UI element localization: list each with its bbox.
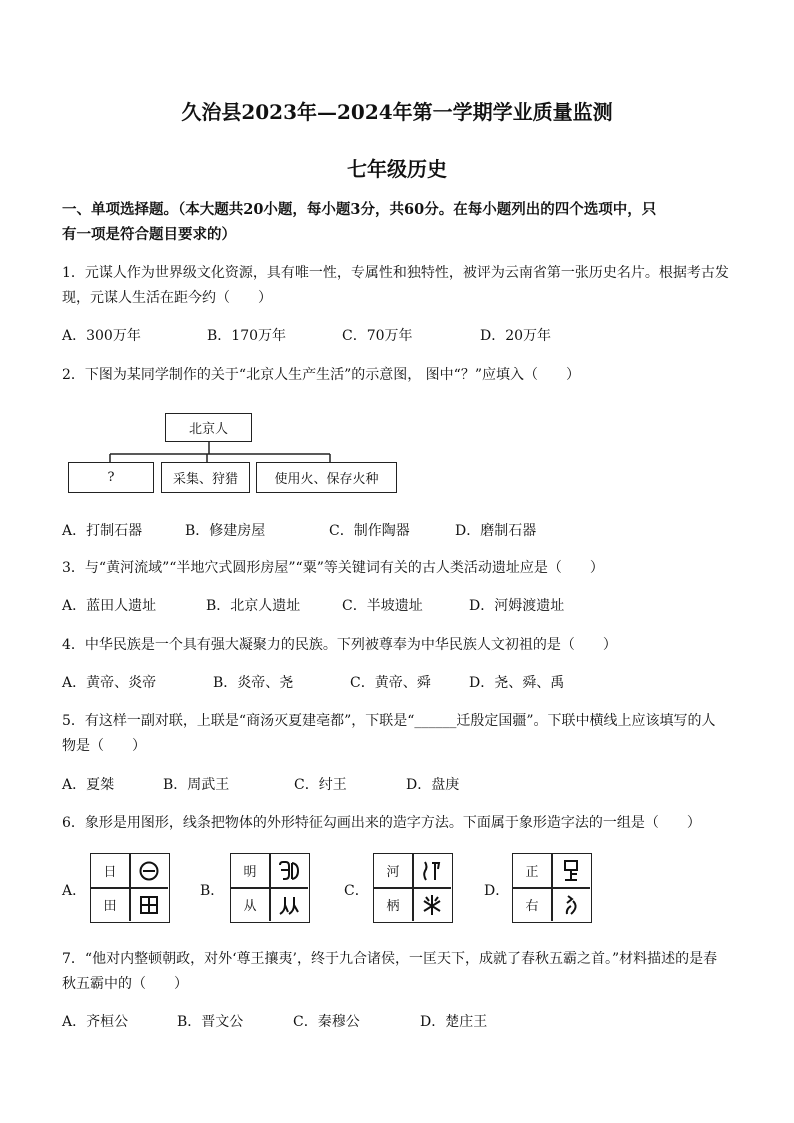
q6-c-ancient-glyph-2 — [413, 888, 451, 921]
q6-b-ancient-glyph-1 — [270, 854, 308, 887]
q6-b-modern-char-1: 明 — [243, 865, 257, 880]
q4-option-a[interactable]: A．黄帝、炎帝 — [62, 675, 157, 691]
q6-a-modern-char-1: 日 — [103, 865, 117, 880]
q6-d-ancient-glyph-2 — [552, 888, 590, 921]
q1-option-c[interactable]: C．70万年 — [342, 328, 413, 344]
diagram-root-node: 北京人 — [165, 413, 252, 442]
q1-option-a[interactable]: A．300万年 — [62, 328, 141, 344]
diagram-node-gathering: 采集、狩猎 — [161, 462, 250, 493]
q5-stem-line1: 5．有这样一副对联，上联是“商汤灭夏建亳都”，下联是“______迁殷定国疆”。下联中横线上应该填写的人 — [62, 713, 716, 729]
q6-option-d-label[interactable]: D． — [484, 883, 510, 899]
exam-title: 久治县2023年—2024年第一学期学业质量监测 — [181, 100, 613, 124]
q6-a-modern-char-2: 田 — [103, 899, 117, 914]
q7-stem-line1: 7．“他对内整顿朝政，对外‘尊王攘夷’，终于九合诸侯，一匡天下，成就了春秋五霸之首。”材料描述的是春 — [62, 951, 718, 967]
section-heading-line2: 有一项是符合题目要求的） — [62, 226, 236, 243]
q7-option-d[interactable]: D．楚庄王 — [420, 1014, 488, 1030]
q2-option-c[interactable]: C．制作陶器 — [329, 523, 410, 539]
q1-option-d[interactable]: D．20万年 — [480, 328, 552, 344]
q1-stem-line2: 现，元谋人生活在距今约（ ） — [62, 290, 272, 306]
q5-option-c[interactable]: C．纣王 — [294, 777, 347, 793]
q4-option-d[interactable]: D．尧、舜、禹 — [469, 675, 565, 691]
q7-option-a[interactable]: A．齐桓公 — [62, 1014, 129, 1030]
q6-option-b-table[interactable] — [230, 853, 310, 923]
q6-option-c-label[interactable]: C． — [344, 883, 369, 899]
q6-b-ancient-glyph-2 — [270, 888, 308, 921]
q3-option-a[interactable]: A．蓝田人遗址 — [62, 598, 157, 614]
q2-option-b[interactable]: B．修建房屋 — [185, 523, 266, 539]
q4-stem: 4．中华民族是一个具有强大凝聚力的民族。下列被尊奉为中华民族人文初祖的是（ ） — [62, 637, 617, 653]
q6-option-c-table[interactable] — [373, 853, 453, 923]
q2-option-a[interactable]: A．打制石器 — [62, 523, 143, 539]
q2-diagram-connectors — [0, 400, 794, 520]
q7-stem-line2: 秋五霸中的（ ） — [62, 976, 188, 992]
q6-c-modern-char-1: 河 — [386, 865, 400, 880]
q4-option-b[interactable]: B．炎帝、尧 — [213, 675, 294, 691]
q2-stem-line1: 2．下图为某同学制作的关于“北京人生产生活”的示意图， 图中“？”应填入（ ） — [62, 367, 580, 383]
diagram-node-fire: 使用火、保存火种 — [256, 462, 397, 493]
q3-option-d[interactable]: D．河姆渡遗址 — [469, 598, 565, 614]
q6-option-a-table[interactable] — [90, 853, 170, 923]
q7-option-b[interactable]: B．晋文公 — [177, 1014, 244, 1030]
q2-option-d[interactable]: D．磨制石器 — [455, 523, 537, 539]
q3-stem: 3．与“黄河流域”“半地穴式圆形房屋”“粟”等关键词有关的古人类活动遗址应是（ ） — [62, 560, 604, 576]
q6-b-modern-char-2: 从 — [243, 899, 257, 914]
q7-option-c[interactable]: C．秦穆公 — [293, 1014, 360, 1030]
q6-a-ancient-glyph-2 — [130, 888, 168, 921]
q6-option-a-label[interactable]: A． — [62, 883, 87, 899]
q6-option-b-label[interactable]: B． — [200, 883, 225, 899]
q3-option-c[interactable]: C．半坡遗址 — [342, 598, 423, 614]
q6-d-modern-char-2: 右 — [525, 899, 539, 914]
q6-d-ancient-glyph-1 — [552, 854, 590, 887]
section-heading-line1: 一、单项选择题。（本大题共20小题，每小题3分，共60分。在每小题列出的四个选项中，只 — [62, 201, 657, 218]
q6-stem: 6．象形是用图形，线条把物体的外形特征勾画出来的造字方法。下面属于象形造字法的一组是（ ） — [62, 815, 701, 831]
q4-option-c[interactable]: C．黄帝、舜 — [350, 675, 431, 691]
q6-option-d-table[interactable] — [512, 853, 592, 923]
q6-c-ancient-glyph-1 — [413, 854, 451, 887]
q1-stem-line1: 1．元谋人作为世界级文化资源，具有唯一性，专属性和独特性，被评为云南省第一张历史名片。根据考古发 — [62, 265, 729, 281]
diagram-node-unknown: ? — [68, 462, 154, 493]
q6-c-modern-char-2: 柄 — [386, 899, 400, 914]
q5-option-d[interactable]: D．盘庚 — [406, 777, 460, 793]
q6-a-ancient-glyph-1 — [130, 854, 168, 887]
q5-option-b[interactable]: B．周武王 — [163, 777, 230, 793]
q3-option-b[interactable]: B．北京人遗址 — [206, 598, 301, 614]
q1-option-b[interactable]: B．170万年 — [207, 328, 287, 344]
q5-stem-line2: 物是（ ） — [62, 738, 146, 754]
q5-option-a[interactable]: A．夏桀 — [62, 777, 115, 793]
exam-subtitle: 七年级历史 — [347, 157, 447, 181]
q6-d-modern-char-1: 正 — [525, 865, 539, 880]
